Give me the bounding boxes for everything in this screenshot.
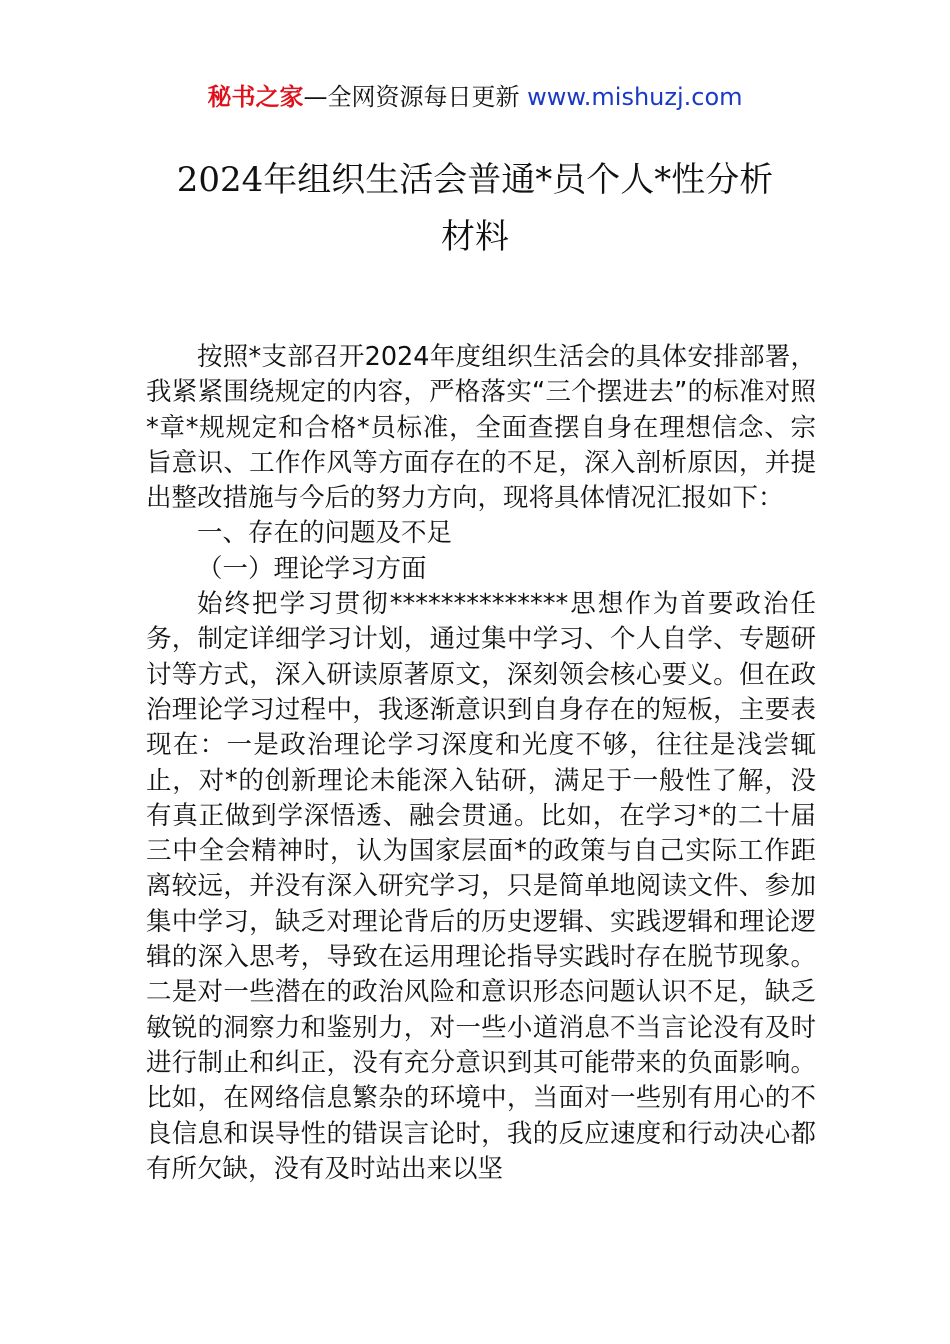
- title-line-1: 2024年组织生活会普通*员个人*性分析: [176, 160, 774, 200]
- section-heading: 一、存在的问题及不足: [197, 518, 453, 549]
- body-paragraph: 始终把学习贯彻**************思想作为首要政治任务，制定详细学习计划，通过集中学习、个人自学、专题研讨等方式，深入研读原著原文，深刻领会核心要义。但在政治理论学习过程中，我逐渐意识到自身存在的短板，主要表现在：一是政治理论学习深度和光度不够，往往是浅尝辄止，对*的创新理论未能深入钻研，满足于一般性了解，没有真正做到学深悟透、融会贯通。比如，在学习*的二十届三中全会精神时，认为国家层面*的政策与自己实际工作距离较远，并没有深入研究学习，只是简单地阅读文件、参加集中学习，缺乏对理论背后的历史逻辑、实践逻辑和理论逻辑的深入思考，导致在运用理论指导实践时存在脱节现象。二是对一些潜在的政治风险和意识形态问题认识不足，缺乏敏锐的洞察力和鉴别力，对一些小道消息不当言论没有及时进行制止和纠正，没有充分意识到其可能带来的负面影响。比如，在网络信息繁杂的环境中，当面对一些别有用心的不良信息和误导性的错误言论时，我的反应速度和行动决心都有所欠缺，没有及时站出来以坚: [146, 589, 816, 1184]
- brand-name: 秘书之家: [207, 83, 304, 111]
- intro-paragraph: 按照*支部召开2024年度组织生活会的具体安排部署，我紧紧围绕规定的内容，严格落实“三个摆进去”的标准对照*章*规规定和合格*员标准，全面查摆自身在理想信念、宗旨意识、工作作风等方面存在的不足，深入剖析原因，并提出整改措施与今后的努力方向，现将具体情况汇报如下：: [146, 342, 816, 514]
- document-body: [146, 340, 816, 1187]
- document-title: [60, 152, 890, 266]
- site-url[interactable]: www.mishuzj.com: [527, 83, 743, 111]
- header-tagline: —全网资源每日更新: [303, 83, 528, 111]
- subsection-heading: （一）理论学习方面: [197, 553, 427, 584]
- site-header: [0, 80, 950, 114]
- title-line-2: 材料: [441, 217, 509, 257]
